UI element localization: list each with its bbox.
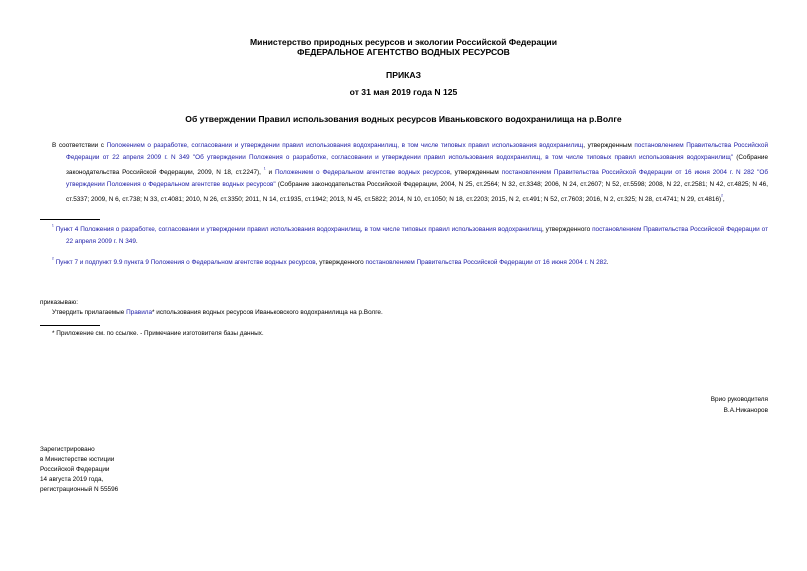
preamble-text: , — [722, 196, 725, 204]
agency-name: ФЕДЕРАЛЬНОЕ АГЕНТСТВО ВОДНЫХ РЕСУРСОВ — [297, 47, 510, 57]
preamble-text: (Собрание законодательства Российской Федерации, 2004, N 25, ст.2564; N 32, ст.3348; 2006, N 24, ст.2607; N 52, ст.5598; 2008, N 22, ст.2581; N 42, ст.4825; N 46, ст.5337; 2009, N 6, ст.738; N 33, ст.4081; 2010, N 26, ст.3350; 2011, N 14, ст.1935, ст.1942; 2013, N 45, ст.5822; 2014, N 10, ст.1050; N 18, ст.2203; 2015, N 2, ст.491; N 52, ст.7603; 2016, N 2, ст.325; N 28, ст.4741; N 29, ст.4816) — [66, 181, 768, 204]
document-type: ПРИКАЗ — [386, 70, 421, 80]
footnote-1 — [52, 221, 768, 248]
registration-block — [40, 445, 118, 495]
link-regulation-reservoirs[interactable]: Положением о разработке, согласовании и утверждении правил использования водохранилищ, в том числе типовых правил использования водохранилищ — [106, 142, 584, 149]
order-item-text: Утвердить прилагаемые — [52, 309, 127, 316]
footnote-divider — [40, 219, 100, 220]
registration-line: Российской Федерации — [40, 466, 110, 473]
order-item — [52, 308, 383, 318]
preamble-paragraph — [52, 140, 769, 206]
footnote-text: . — [606, 259, 609, 267]
registration-line: в Министерстве юстиции — [40, 456, 115, 463]
order-verb: приказываю: — [40, 299, 78, 306]
ministry-name: Министерство природных ресурсов и экологии Российской Федерации — [250, 37, 557, 47]
signatory-name: В.А.Никаноров — [723, 407, 768, 414]
footnote-2 — [52, 254, 768, 269]
footnote-ref-1[interactable]: ¹ — [263, 167, 266, 173]
signatory-role: Врио руководителя — [710, 396, 768, 403]
preamble-text: , утвержденным — [450, 169, 502, 177]
link-regulation-agency[interactable]: Положением о Федеральном агентстве водных ресурсов — [274, 169, 450, 177]
preamble-text: и — [265, 169, 275, 177]
preamble-text: (Собрание законодательства Российской Федерации, 2009, N 18, ст.2247), — [66, 154, 769, 177]
footnote-mark-2: ² — [52, 257, 54, 263]
link-footnote1-regulation[interactable]: Пункт 4 Положения о разработке, согласовании и утверждении правил использования водохранилищ, в том числе типовых правил использования водохранилищ — [55, 226, 542, 234]
editor-note: * Приложение см. по ссылке. - Примечание изготовителя базы данных. — [52, 330, 264, 337]
preamble-text: , утвержденным — [583, 142, 635, 149]
link-footnote2-resolution[interactable]: постановлением Правительства Российской Федерации от 16 июня 2004 г. N 282 — [365, 259, 607, 267]
link-resolution-282[interactable]: постановлением Правительства Российской Федерации от 16 июня 2004 г. N 282 "Об утверждении Положения о Федеральном агентстве водных ресурсов" — [66, 169, 769, 189]
registration-line: Зарегистрировано — [40, 446, 95, 453]
footnote-ref-2[interactable]: ² — [721, 194, 723, 201]
link-resolution-349[interactable]: постановлением Правительства Российской Федерации от 22 апреля 2009 г. N 349 "Об утверждении Положения о разработке, согласовании и утверждении правил использования водохранилищ, в том числе типовых правил использования водохранилищ" — [66, 142, 769, 161]
document-date-number: от 31 мая 2019 года N 125 — [349, 87, 458, 97]
link-footnote1-resolution[interactable]: постановлением Правительства Российской Федерации от 22 апреля 2009 г. N 349 — [66, 226, 768, 246]
registration-line: 14 августа 2019 года, — [40, 476, 104, 483]
footnote-text: . — [135, 238, 138, 246]
document-title: Об утверждении Правил использования водных ресурсов Иваньковского водохранилища на р.Волге — [185, 114, 622, 124]
link-footnote2-regulation[interactable]: Пункт 7 и подпункт 9.9 пункта 9 Положения о Федеральном агентстве водных ресурсов — [55, 259, 316, 267]
note-divider — [40, 325, 100, 326]
preamble-text: В соответствии с — [52, 142, 107, 149]
footnote-text: , утвержденного — [315, 259, 366, 267]
link-rules[interactable]: Правила — [126, 309, 153, 316]
footnote-text: , утвержденного — [541, 226, 593, 234]
footnote-mark-1: ¹ — [52, 224, 54, 230]
registration-line: регистрационный N 55596 — [40, 486, 119, 493]
order-item-text: * использования водных ресурсов Иваньковского водохранилища на р.Волге. — [152, 309, 383, 316]
